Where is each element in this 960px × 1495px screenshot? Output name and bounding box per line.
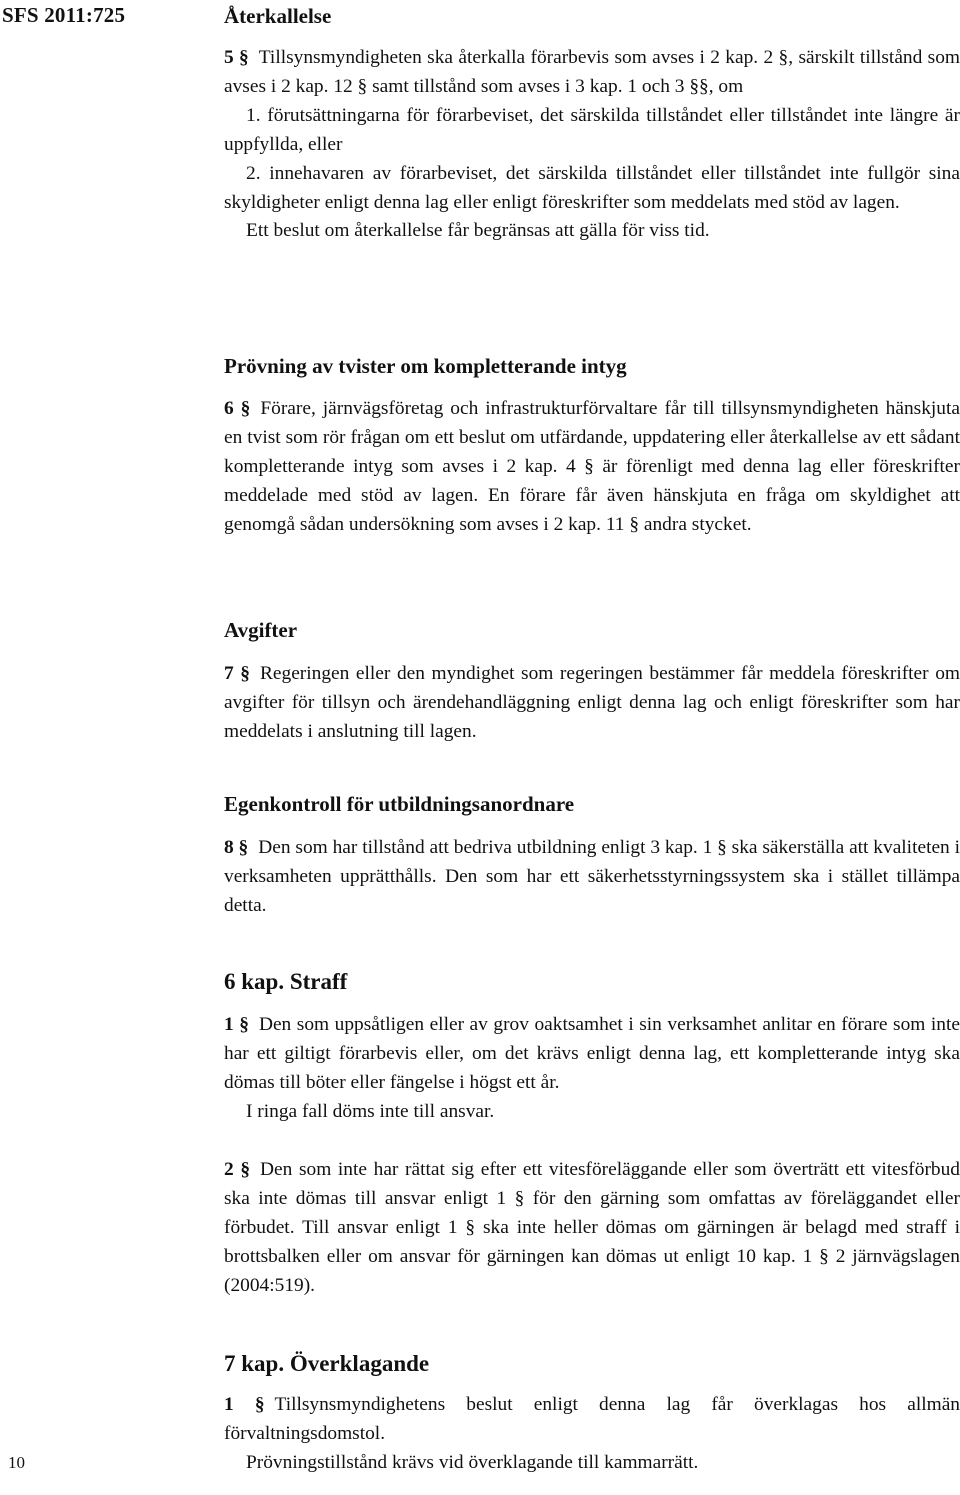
list-item-2: 2. innehavaren av förarbeviset, det särskilda tillståndet eller tillståndet inte fullgör sina skyldigheter enligt denna lag eller enligt föreskrifter som meddelats med stöd av lagen.: [224, 162, 960, 213]
paragraph-7-1: [224, 1391, 960, 1449]
paragraph-6: [224, 395, 960, 540]
section-number: 8 §: [224, 837, 249, 858]
paragraph-6-2: [224, 1156, 960, 1301]
list-item-1: 1. förutsättningarna för förarbeviset, det särskilda tillståndet eller tillståndet inte längre är uppfyllda, eller: [224, 104, 960, 155]
paragraph-text: Den som inte har rättat sig efter ett vitesföreläggande eller som överträtt ett vitesförbud ska inte dömas till ansvar enligt 1 § för den gärning som omfattas av föreläggandet eller förbudet. Till ansvar enligt 1 § ska inte heller dömas om gärningen är belagd med straff i brottsbalken eller om ansvar för gärningen kan dömas ut enligt 10 kap. 1 § 2 järnvägslagen (2004:519).: [224, 1159, 960, 1296]
section-provning: [224, 352, 960, 540]
chapter-heading: 6 kap. Straff: [224, 969, 348, 994]
section-6-2: [224, 1156, 960, 1301]
paragraph-text: Prövningstillstånd krävs vid överklagande till kammarrätt.: [246, 1451, 699, 1473]
paragraph-text: Den som har tillstånd att bedriva utbildning enligt 3 kap. 1 § ska säkerställa att kvaliteten i verksamheten upprätthålls. Den som har ett säkerhetsstyrningssystem ska i stället tillämpa detta.: [224, 837, 960, 916]
paragraph-text: Förare, järnvägsföretag och infrastrukturförvaltare får till tillsynsmyndigheten hänskjuta en tvist som rör frågan om ett beslut om utfärdande, uppdatering eller återkallelse av ett sådant kompletterande intyg som avses i 2 kap. 4 § är förenligt med denna lag eller föreskrifter meddelade med stöd av lagen. En förare får även hänskjuta en fråga om skyldighet att genomgå sådan undersökning som avses i 2 kap. 11 § andra stycket.: [224, 398, 960, 535]
section-number: 6 §: [224, 398, 251, 419]
page-number: 10: [8, 1453, 25, 1472]
chapter-7-overklagande: [224, 1349, 960, 1478]
chapter-6-straff: [224, 967, 960, 1127]
paragraph-6-1: [224, 1011, 960, 1098]
paragraph-text: Ett beslut om återkallelse får begränsas att gälla för viss tid.: [246, 220, 710, 242]
section-number: 5 §: [224, 47, 249, 68]
section-number: 1 §: [224, 1014, 249, 1035]
section-number: 1 §: [224, 1394, 265, 1415]
section-egenkontroll: [224, 790, 960, 921]
section-number: 2 §: [224, 1159, 251, 1180]
section-heading: Avgifter: [224, 618, 298, 642]
section-heading: Egenkontroll för utbildningsanordnare: [224, 792, 575, 816]
paragraph-text: Den som uppsåtligen eller av grov oaktsamhet i sin verksamhet anlitar en förare som inte har ett giltigt förarbevis eller, om det krävs enligt denna lag, ett kompletterande intyg ska dömas till böter eller fängelse i högst ett år.: [224, 1014, 960, 1093]
paragraph-8: [224, 834, 960, 921]
paragraph-5: [224, 44, 960, 102]
paragraph-text: Tillsynsmyndigheten ska återkalla förarbevis som avses i 2 kap. 2 §, särskilt tillstånd som avses i 2 kap. 12 § samt tillstånd som avses i 3 kap. 1 och 3 §§, om: [224, 47, 960, 97]
paragraph-text: Regeringen eller den myndighet som regeringen bestämmer får meddela föreskrifter om avgifter för tillsyn och ärendehandläggning enligt denna lag och enligt föreskrifter som har meddelats i anslutning till lagen.: [224, 663, 960, 742]
chapter-heading: 7 kap. Överklagande: [224, 1351, 430, 1376]
section-number: 7 §: [224, 663, 250, 684]
paragraph-7: [224, 660, 960, 747]
paragraph-text: Tillsynsmyndighetens beslut enligt denna lag får överklagas hos allmän förvaltningsdomstol.: [224, 1394, 960, 1444]
sfs-number: SFS 2011:725: [2, 3, 126, 27]
paragraph-text: I ringa fall döms inte till ansvar.: [246, 1100, 495, 1122]
section-heading: Återkallelse: [224, 4, 332, 28]
section-heading: Prövning av tvister om kompletterande intyg: [224, 354, 627, 378]
section-aterkallelse: [224, 2, 960, 246]
section-avgifter: [224, 616, 960, 747]
